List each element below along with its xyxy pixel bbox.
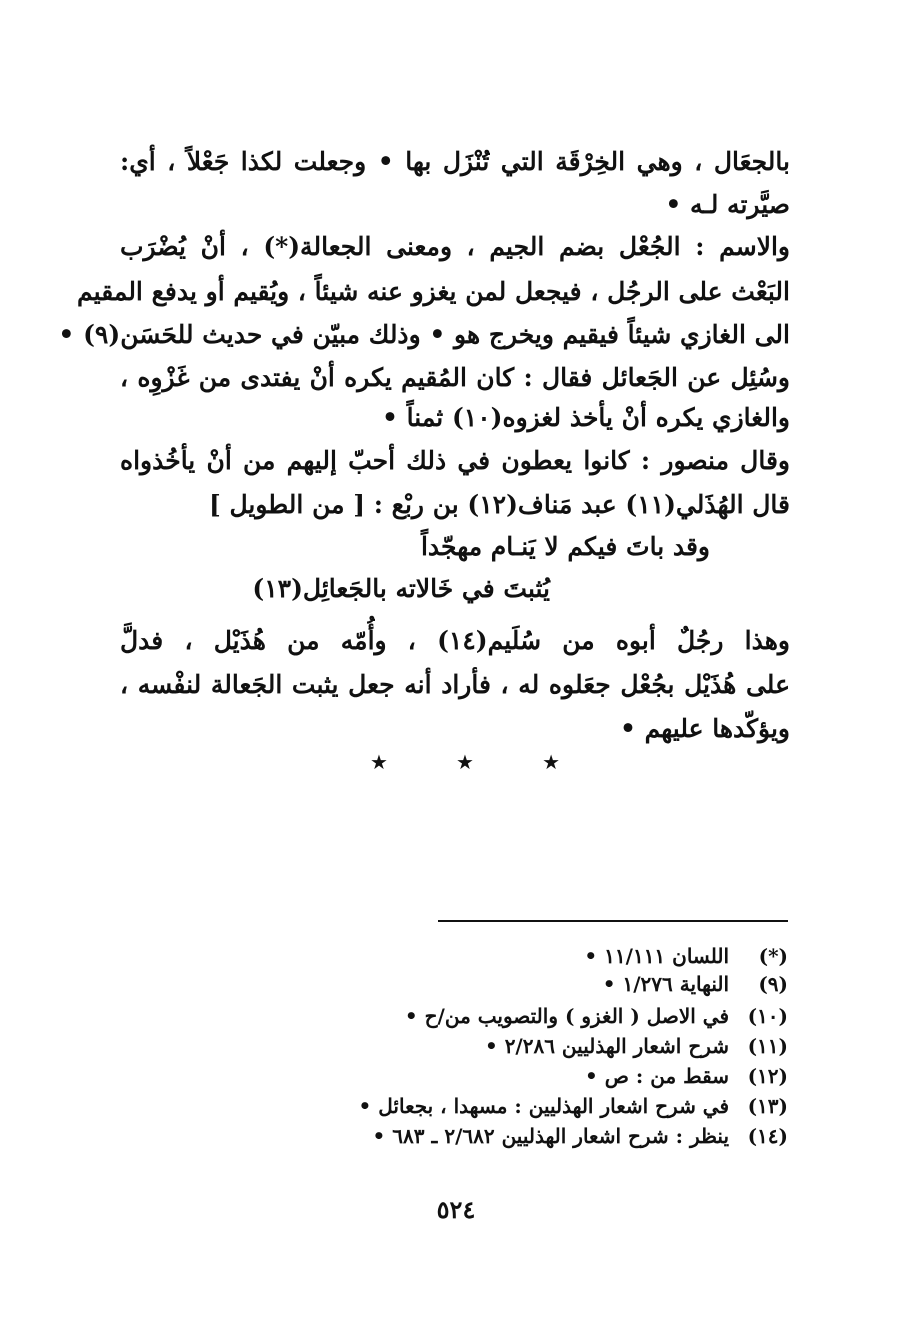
body-line-10: وهذا رجُلٌ أبوه من سُلَيم(١٤) ، وأُمّه من هُذَيْل ، فدلَّ (120, 626, 790, 655)
footnote-star (584, 942, 788, 970)
footnote-number: (١٢) (747, 1064, 788, 1088)
verse-line-2: يُثبتَ في خَالاته بالجَعائِل(١٣) (252, 574, 550, 603)
body-line-2: صيَّرته لـه • (665, 190, 790, 219)
page-number: ٥٢٤ (436, 1195, 476, 1224)
footnote-10 (405, 1002, 788, 1030)
footnote-13 (359, 1092, 788, 1120)
body-line-7: والغازي يكره أنْ يأخذ لغزوه(١٠) ثمناً • (381, 403, 790, 432)
body-line-4: البَعْث على الرجُل ، فيجعل لمن يغزو عنه شيئاً ، ويُقيم أو يدفع المقيم (77, 277, 790, 306)
footnote-text: ينظر : شرح اشعار الهذليين ٢/٦٨٢ ـ ٦٨٣ • (372, 1124, 730, 1148)
star-icon: ★ (542, 750, 560, 774)
footnote-number: (١٤) (747, 1124, 788, 1148)
body-line-9: قال الهُذَلي(١١) عبد مَناف(١٢) بن ربْع : [ من الطويل ] (208, 490, 790, 519)
body-line-11: على هُذَيْل بجُعْل جعَلوه له ، فأراد أنه جعل يثبت الجَعالة لنفْسه ، (120, 670, 790, 699)
footnote-text: اللسان ١١/١١١ • (584, 944, 730, 968)
footnote-text: النهاية ١/٢٧٦ • (602, 972, 730, 996)
footnote-text: سقط من : ص • (585, 1064, 730, 1088)
footnote-text: في شرح اشعار الهذليين : مسهدا ، بجعائل • (358, 1094, 730, 1118)
footnote-12 (585, 1062, 788, 1090)
body-line-12: ويؤكّدها عليهم • (619, 714, 790, 743)
footnote-number: (١٣) (747, 1094, 788, 1118)
footnote-divider (438, 920, 788, 922)
section-separator (370, 750, 560, 774)
body-line-5: الى الغازي شيئاً فيقيم ويخرج هو • وذلك مبيّن في حديث للحَسَن(٩) • (58, 320, 790, 349)
body-line-6: وسُئِل عن الجَعائل فقال : كان المُقيم يكره أنْ يفتدى من غَزْوِه ، (120, 363, 790, 392)
footnote-9 (603, 970, 788, 998)
footnote-number: (١١) (747, 1034, 788, 1058)
footnote-number: (١٠) (747, 1004, 788, 1028)
star-icon: ★ (370, 750, 388, 774)
body-line-1: بالجعَال ، وهي الخِرْقَة التي تُنْزَل بها • وجعلت لكذا جَعْلاً ، أي: (120, 147, 790, 176)
body-line-8: وقال منصور : كانوا يعطون في ذلك أحبّ إليهم من أنْ يأخُذواه (120, 446, 790, 475)
footnote-number: (*) (758, 944, 788, 968)
footnote-text: شرح اشعار الهذليين ٢/٢٨٦ • (484, 1034, 730, 1058)
verse-line-1: وقد باتَ فيكم لا يَنـام مهجّداً (420, 532, 710, 561)
footnote-14 (373, 1122, 788, 1150)
star-icon: ★ (456, 750, 474, 774)
body-line-3: والاسم : الجُعْل بضم الجيم ، ومعنى الجعالة(*) ، أنْ يُضْرَب (120, 232, 790, 261)
footnote-11 (485, 1032, 788, 1060)
footnote-number: (٩) (758, 972, 788, 996)
footnote-text: في الاصل ( الغزو ) والتصويب من/ح • (404, 1004, 730, 1028)
